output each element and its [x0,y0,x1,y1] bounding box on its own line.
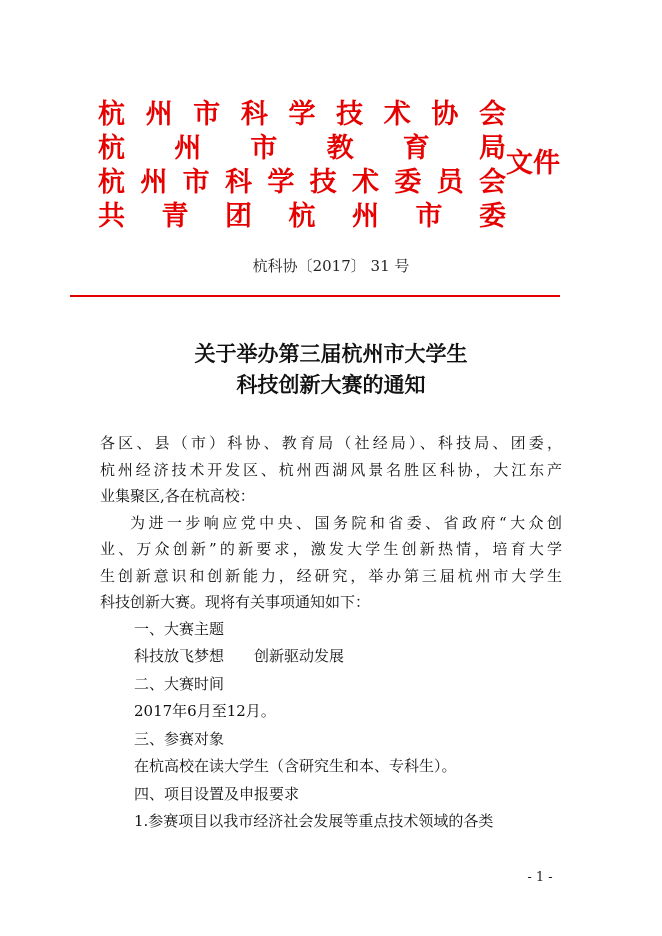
section-heading-time: 二、大赛时间 [134,674,225,693]
section-target-value: 在杭高校在读大学生（含研究生和本、专科生）。 [134,757,457,775]
recipients-line: 业集聚区,各在杭高校： [100,487,255,505]
intro-line: 生创新意识和创新能力，经研究，举办第三届杭州市大学生 [100,566,562,585]
issuer-name: 共青团杭州市委 [98,201,506,232]
theme-part: 科技放飞梦想 [134,647,225,665]
document-suffix: 文件 [506,148,560,179]
recipients-line: 各区、县（市）科协、教育局（社经局）、科技局、团委， [100,434,562,452]
intro-line: 科技创新大赛。现将有关事项通知如下： [100,593,371,611]
section-heading-theme: 一、大赛主题 [134,619,225,638]
section-items-line: 1.参赛项目以我市经济社会发展等重点技术领域的各类 [134,812,494,830]
notice-title-line-2: 科技创新大赛的通知 [236,373,426,397]
recipients-line: 杭州经济技术开发区、杭州西湖风景名胜区科协，大江东产 [100,460,562,479]
theme-part: 创新驱动发展 [254,647,345,665]
notice-title-line-1: 关于举办第三届杭州市大学生 [194,342,468,366]
intro-line: 业、万众创新”的新要求，激发大学生创新热情，培育大学 [100,540,562,558]
intro-line: 为进一步响应党中央、国务院和省委、省政府“大众创 [130,513,562,532]
section-heading-items: 四、项目设置及申报要求 [134,784,300,803]
issuer-name: 杭州市科学技术委员会 [98,167,506,198]
section-theme-value [100,643,562,671]
header-divider [70,295,560,297]
issuer-block [98,98,506,234]
issuer-name: 杭州市科学技术协会 [98,99,506,130]
document-number: 杭科协〔2017〕 31 号 [252,257,410,275]
section-time-value: 2017年6月至12月。 [134,702,276,720]
issuer-name: 杭州市教育局 [98,133,506,164]
notice-body [100,430,562,836]
section-heading-target: 三、参赛对象 [134,729,225,748]
page-number: - 1 - [527,870,553,885]
